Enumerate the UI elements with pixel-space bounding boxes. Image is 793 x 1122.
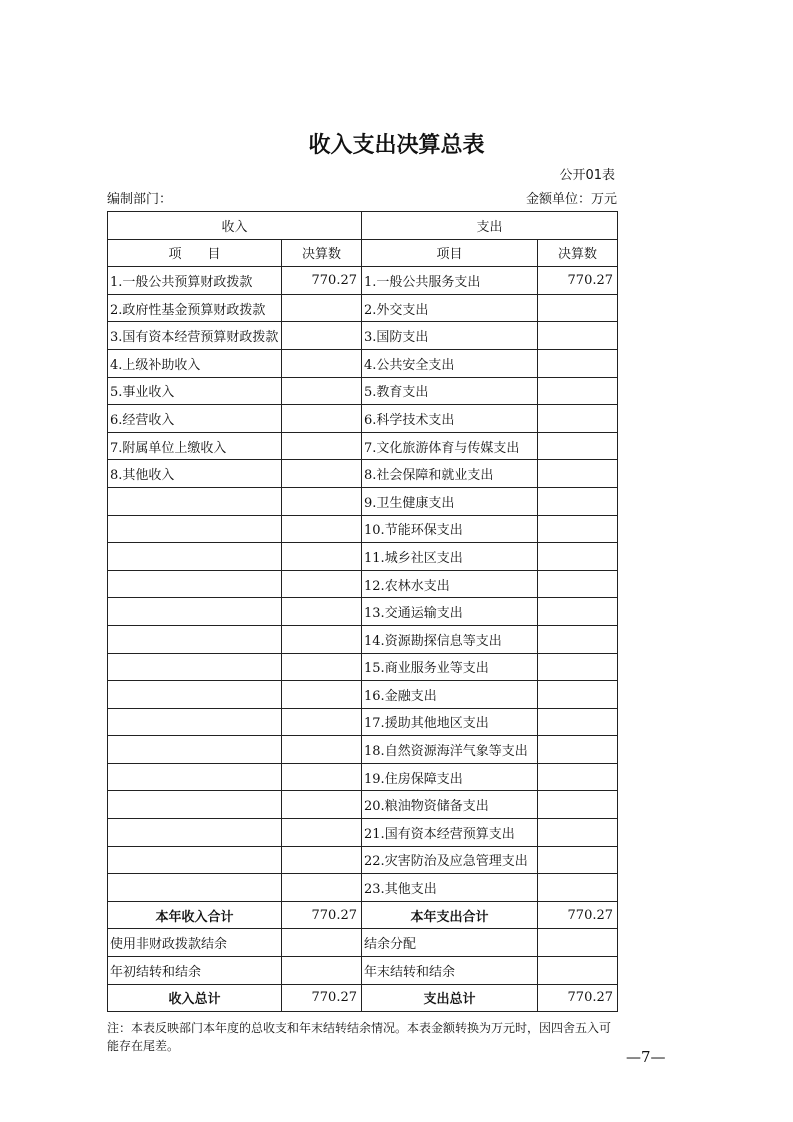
income-amount-cell bbox=[282, 377, 362, 405]
income-grand-total-value: 770.27 bbox=[282, 984, 362, 1012]
expense-amount-cell bbox=[538, 791, 618, 819]
income-amount-cell bbox=[282, 681, 362, 709]
table-row bbox=[108, 598, 618, 626]
expense-item-cell: 5.教育支出 bbox=[362, 377, 538, 405]
income-amount-cell bbox=[282, 819, 362, 847]
table-row bbox=[108, 515, 618, 543]
expense-amount-cell bbox=[538, 570, 618, 598]
expense-amount-cell bbox=[538, 846, 618, 874]
table-totals bbox=[108, 901, 618, 1011]
income-amount-cell bbox=[282, 294, 362, 322]
table-row bbox=[108, 625, 618, 653]
table-row bbox=[108, 460, 618, 488]
expense-item-cell: 16.金融支出 bbox=[362, 681, 538, 709]
expense-item-cell: 13.交通运输支出 bbox=[362, 598, 538, 626]
expense-item-cell: 14.资源勘探信息等支出 bbox=[362, 625, 538, 653]
income-amount-cell bbox=[282, 874, 362, 902]
income-item-cell: 5.事业收入 bbox=[108, 377, 282, 405]
expense-item-cell: 21.国有资本经营预算支出 bbox=[362, 819, 538, 847]
income-amount-cell bbox=[282, 405, 362, 433]
income-amount-cell bbox=[282, 736, 362, 764]
end-carryover-label: 年末结转和结余 bbox=[362, 957, 538, 985]
income-item-cell: 8.其他收入 bbox=[108, 460, 282, 488]
expense-item-cell: 3.国防支出 bbox=[362, 322, 538, 350]
income-section-header: 收入 bbox=[108, 212, 362, 240]
income-item-cell bbox=[108, 681, 282, 709]
table-row bbox=[108, 846, 618, 874]
expense-item-cell: 6.科学技术支出 bbox=[362, 405, 538, 433]
expense-amount-cell: 770.27 bbox=[538, 267, 618, 295]
table-row bbox=[108, 570, 618, 598]
income-item-cell: 3.国有资本经营预算财政拨款 bbox=[108, 322, 282, 350]
expense-grand-total-value: 770.27 bbox=[538, 984, 618, 1012]
carryover-row bbox=[108, 957, 618, 985]
expense-amount-cell bbox=[538, 543, 618, 571]
income-grand-total-label: 收入总计 bbox=[108, 984, 282, 1012]
income-amount-cell bbox=[282, 432, 362, 460]
table-row bbox=[108, 322, 618, 350]
begin-carryover-label: 年初结转和结余 bbox=[108, 957, 282, 985]
expense-amount-cell bbox=[538, 322, 618, 350]
expense-amount-cell bbox=[538, 432, 618, 460]
table-row bbox=[108, 405, 618, 433]
income-item-cell bbox=[108, 515, 282, 543]
income-item-header: 项 目 bbox=[108, 239, 282, 267]
expense-amount-cell bbox=[538, 487, 618, 515]
income-item-cell bbox=[108, 598, 282, 626]
expense-item-cell: 20.粮油物资储备支出 bbox=[362, 791, 538, 819]
table-row bbox=[108, 377, 618, 405]
income-amount-cell bbox=[282, 570, 362, 598]
expense-amount-cell bbox=[538, 294, 618, 322]
income-item-cell: 6.经营收入 bbox=[108, 405, 282, 433]
expense-amount-cell bbox=[538, 625, 618, 653]
income-amount-cell: 770.27 bbox=[282, 267, 362, 295]
table-row bbox=[108, 736, 618, 764]
income-amount-cell bbox=[282, 460, 362, 488]
expense-amount-cell bbox=[538, 515, 618, 543]
nonfiscal-balance-value bbox=[282, 929, 362, 957]
form-number: 公开01表 bbox=[559, 168, 615, 183]
table-row bbox=[108, 708, 618, 736]
page-title: 收入支出决算总表 bbox=[308, 133, 485, 158]
income-item-cell bbox=[108, 543, 282, 571]
expense-item-cell: 4.公共安全支出 bbox=[362, 349, 538, 377]
expense-amount-cell bbox=[538, 763, 618, 791]
income-item-cell bbox=[108, 763, 282, 791]
table-row bbox=[108, 543, 618, 571]
grand-total-row bbox=[108, 984, 618, 1012]
income-item-cell bbox=[108, 874, 282, 902]
income-item-cell bbox=[108, 846, 282, 874]
expense-item-cell: 12.农林水支出 bbox=[362, 570, 538, 598]
expense-item-cell: 2.外交支出 bbox=[362, 294, 538, 322]
income-amount-cell bbox=[282, 846, 362, 874]
income-item-cell: 4.上级补助收入 bbox=[108, 349, 282, 377]
income-item-cell bbox=[108, 570, 282, 598]
table-row bbox=[108, 349, 618, 377]
expense-amount-header: 决算数 bbox=[538, 239, 618, 267]
expense-amount-cell bbox=[538, 819, 618, 847]
expense-section-header: 支出 bbox=[362, 212, 618, 240]
table-column-header bbox=[108, 239, 618, 267]
income-item-cell: 1.一般公共预算财政拨款 bbox=[108, 267, 282, 295]
income-amount-cell bbox=[282, 515, 362, 543]
expense-amount-cell bbox=[538, 681, 618, 709]
income-amount-cell bbox=[282, 322, 362, 350]
expense-item-cell: 10.节能环保支出 bbox=[362, 515, 538, 543]
expense-item-cell: 15.商业服务业等支出 bbox=[362, 653, 538, 681]
nonfiscal-balance-label: 使用非财政拨款结余 bbox=[108, 929, 282, 957]
expense-amount-cell bbox=[538, 460, 618, 488]
table-row bbox=[108, 681, 618, 709]
footnote: 注：本表反映部门本年度的总收支和年末结转结余情况。本表金额转换为万元时，因四舍五入可能存在尾差。 bbox=[107, 1021, 612, 1053]
expense-item-cell: 19.住房保障支出 bbox=[362, 763, 538, 791]
expense-item-cell: 22.灾害防治及应急管理支出 bbox=[362, 846, 538, 874]
expense-grand-total-label: 支出总计 bbox=[362, 984, 538, 1012]
expense-amount-cell bbox=[538, 598, 618, 626]
expense-amount-cell bbox=[538, 349, 618, 377]
income-amount-header: 决算数 bbox=[282, 239, 362, 267]
expense-item-cell: 7.文化旅游体育与传媒支出 bbox=[362, 432, 538, 460]
expense-amount-cell bbox=[538, 377, 618, 405]
income-item-cell bbox=[108, 625, 282, 653]
income-amount-cell bbox=[282, 763, 362, 791]
year-expense-total-label: 本年支出合计 bbox=[362, 901, 538, 929]
surplus-distribution-label: 结余分配 bbox=[362, 929, 538, 957]
income-item-cell: 2.政府性基金预算财政拨款 bbox=[108, 294, 282, 322]
income-amount-cell bbox=[282, 543, 362, 571]
income-amount-cell bbox=[282, 653, 362, 681]
expense-amount-cell bbox=[538, 405, 618, 433]
expense-item-cell: 8.社会保障和就业支出 bbox=[362, 460, 538, 488]
income-item-cell bbox=[108, 487, 282, 515]
table-row bbox=[108, 267, 618, 295]
begin-carryover-value bbox=[282, 957, 362, 985]
table-row bbox=[108, 653, 618, 681]
summary-table bbox=[107, 211, 618, 1012]
expense-item-cell: 9.卫生健康支出 bbox=[362, 487, 538, 515]
income-amount-cell bbox=[282, 487, 362, 515]
page-number: —7— bbox=[626, 1048, 666, 1066]
table-row bbox=[108, 763, 618, 791]
year-income-total-value: 770.27 bbox=[282, 901, 362, 929]
year-expense-total-value: 770.27 bbox=[538, 901, 618, 929]
income-amount-cell bbox=[282, 349, 362, 377]
balance-row bbox=[108, 929, 618, 957]
table-row bbox=[108, 487, 618, 515]
income-amount-cell bbox=[282, 625, 362, 653]
expense-item-cell: 11.城乡社区支出 bbox=[362, 543, 538, 571]
expense-item-cell: 1.一般公共服务支出 bbox=[362, 267, 538, 295]
income-item-cell: 7.附属单位上缴收入 bbox=[108, 432, 282, 460]
table-row bbox=[108, 791, 618, 819]
expense-item-cell: 18.自然资源海洋气象等支出 bbox=[362, 736, 538, 764]
expense-item-cell: 17.援助其他地区支出 bbox=[362, 708, 538, 736]
expense-amount-cell bbox=[538, 874, 618, 902]
income-item-cell bbox=[108, 708, 282, 736]
expense-item-cell: 23.其他支出 bbox=[362, 874, 538, 902]
income-item-cell bbox=[108, 736, 282, 764]
end-carryover-value bbox=[538, 957, 618, 985]
table-section-header bbox=[108, 212, 618, 240]
expense-amount-cell bbox=[538, 708, 618, 736]
income-amount-cell bbox=[282, 598, 362, 626]
income-amount-cell bbox=[282, 708, 362, 736]
year-income-total-label: 本年收入合计 bbox=[108, 901, 282, 929]
table-row bbox=[108, 874, 618, 902]
unit-label: 金额单位：万元 bbox=[525, 192, 617, 207]
income-item-cell bbox=[108, 819, 282, 847]
income-item-cell bbox=[108, 653, 282, 681]
expense-amount-cell bbox=[538, 653, 618, 681]
expense-item-header: 项目 bbox=[362, 239, 538, 267]
table-row bbox=[108, 294, 618, 322]
expense-amount-cell bbox=[538, 736, 618, 764]
dept-label: 编制部门： bbox=[107, 192, 173, 207]
year-total-row bbox=[108, 901, 618, 929]
table-row bbox=[108, 432, 618, 460]
table-row bbox=[108, 819, 618, 847]
table-body bbox=[108, 267, 618, 902]
income-amount-cell bbox=[282, 791, 362, 819]
income-item-cell bbox=[108, 791, 282, 819]
surplus-distribution-value bbox=[538, 929, 618, 957]
